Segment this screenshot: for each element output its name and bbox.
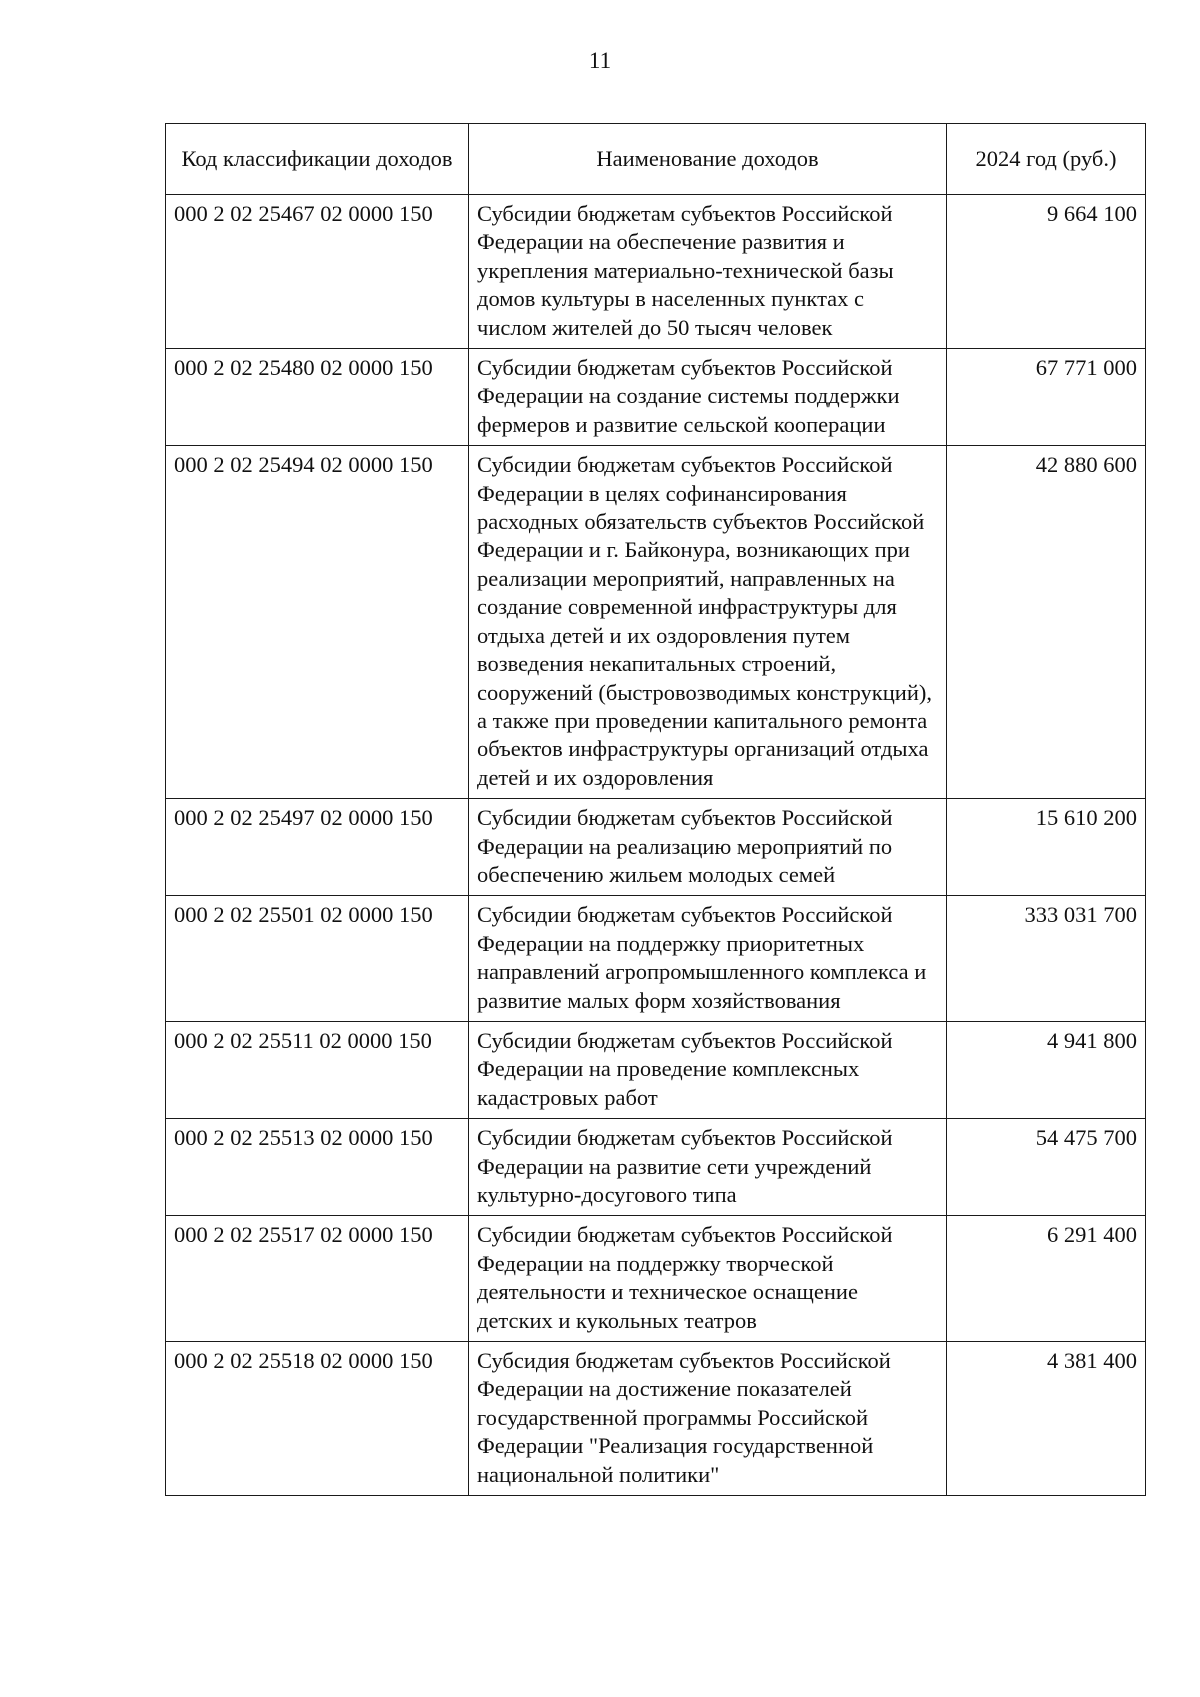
table-row (166, 799, 1146, 896)
revenue-amount-cell: 15 610 200 (947, 799, 1146, 896)
table-row (166, 1342, 1146, 1496)
revenue-code-cell: 000 2 02 25494 02 0000 150 (166, 446, 469, 799)
revenue-amount-cell: 9 664 100 (947, 195, 1146, 349)
revenue-name-cell: Субсидии бюджетам субъектов Российской Федерации на создание системы поддержки фермеров и развитие сельской кооперации (469, 349, 947, 446)
revenue-name-cell: Субсидия бюджетам субъектов Российской Федерации на достижение показателей государственной программы Российской Федерации "Реализация государственной национальной политики" (469, 1342, 947, 1496)
revenue-code-cell: 000 2 02 25517 02 0000 150 (166, 1216, 469, 1342)
column-header-code: Код классификации доходов (166, 124, 469, 195)
table-row (166, 1021, 1146, 1118)
revenue-code-cell: 000 2 02 25480 02 0000 150 (166, 349, 469, 446)
table-row (166, 1216, 1146, 1342)
revenue-name-cell: Субсидии бюджетам субъектов Российской Федерации на поддержку приоритетных направлений агропромышленного комплекса и развитие малых форм хозяйствования (469, 896, 947, 1022)
table-row (166, 446, 1146, 799)
revenue-name-cell: Субсидии бюджетам субъектов Российской Федерации на поддержку творческой деятельности и техническое оснащение детских и кукольных театров (469, 1216, 947, 1342)
revenue-amount-cell: 67 771 000 (947, 349, 1146, 446)
table-row (166, 349, 1146, 446)
revenue-amount-cell: 54 475 700 (947, 1119, 1146, 1216)
revenue-code-cell: 000 2 02 25511 02 0000 150 (166, 1021, 469, 1118)
revenue-code-cell: 000 2 02 25501 02 0000 150 (166, 896, 469, 1022)
revenue-amount-cell: 42 880 600 (947, 446, 1146, 799)
revenue-amount-cell: 4 381 400 (947, 1342, 1146, 1496)
revenue-name-cell: Субсидии бюджетам субъектов Российской Федерации на развитие сети учреждений культурно-досугового типа (469, 1119, 947, 1216)
page-number: 11 (588, 48, 612, 73)
revenue-name-cell: Субсидии бюджетам субъектов Российской Федерации в целях софинансирования расходных обязательств субъектов Российской Федерации и г. Байконура, возникающих при реализации мероприятий, направленных на создание современной инфраструктуры для отдыха детей и их оздоровления путем возведения некапитальных строений, сооружений (быстровозводимых конструкций), а также при проведении капитального ремонта объектов инфраструктуры организаций отдыха детей и их оздоровления (469, 446, 947, 799)
revenue-name-cell: Субсидии бюджетам субъектов Российской Федерации на проведение комплексных кадастровых работ (469, 1021, 947, 1118)
revenue-code-cell: 000 2 02 25497 02 0000 150 (166, 799, 469, 896)
revenue-amount-cell: 333 031 700 (947, 896, 1146, 1022)
revenue-code-cell: 000 2 02 25513 02 0000 150 (166, 1119, 469, 1216)
revenue-name-cell: Субсидии бюджетам субъектов Российской Федерации на обеспечение развития и укрепления материально-технической базы домов культуры в населенных пунктах с числом жителей до 50 тысяч человек (469, 195, 947, 349)
table-row (166, 1119, 1146, 1216)
revenue-amount-cell: 4 941 800 (947, 1021, 1146, 1118)
table-row (166, 896, 1146, 1022)
revenue-name-cell: Субсидии бюджетам субъектов Российской Федерации на реализацию мероприятий по обеспечению жильем молодых семей (469, 799, 947, 896)
column-header-amount: 2024 год (руб.) (947, 124, 1146, 195)
revenue-code-cell: 000 2 02 25467 02 0000 150 (166, 195, 469, 349)
column-header-name: Наименование доходов (469, 124, 947, 195)
revenue-amount-cell: 6 291 400 (947, 1216, 1146, 1342)
table-row (166, 195, 1146, 349)
revenue-table (165, 123, 1146, 1496)
table-header-row (166, 124, 1146, 195)
revenue-code-cell: 000 2 02 25518 02 0000 150 (166, 1342, 469, 1496)
